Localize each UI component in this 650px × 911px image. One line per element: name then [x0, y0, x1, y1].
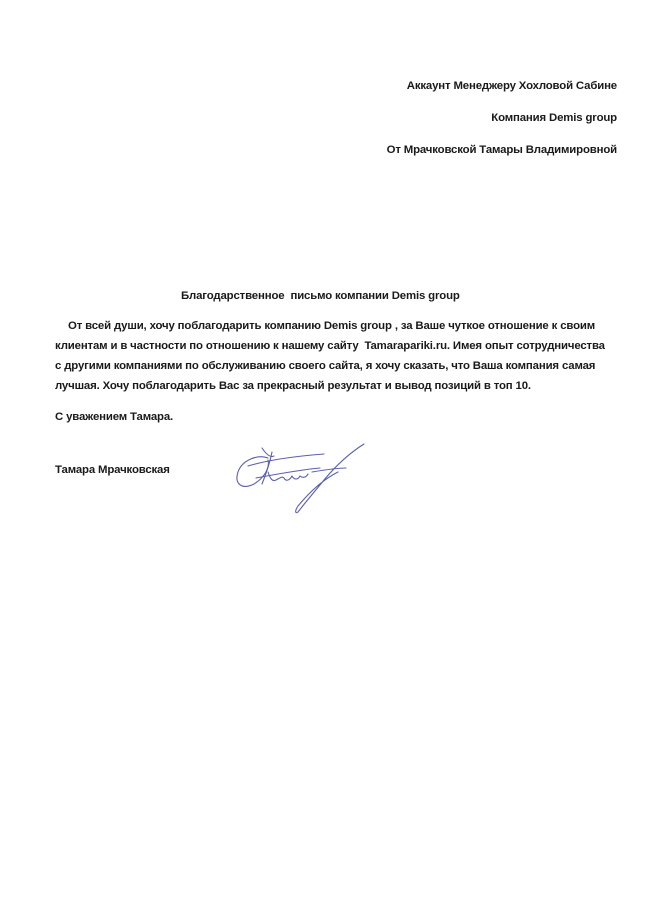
- addressee-line-recipient: Аккаунт Менеджеру Хохловой Сабине: [406, 80, 617, 92]
- body-line: От всей души, хочу поблагодарить компанию Demis group , за Ваше чуткое отношение к своим: [68, 320, 596, 332]
- signature-icon: [228, 438, 368, 518]
- addressee-line-company: Компания Demis group: [491, 112, 617, 124]
- body-line: с другими компаниями по обслуживанию своего сайта, я хочу сказать, что Ваша компания самая: [55, 360, 596, 372]
- body-line: лучшая. Хочу поблагодарить Вас за прекрасный результат и вывод позиций в топ 10.: [55, 380, 531, 392]
- body-line: клиентам и в частности по отношению к нашему сайту Tamarapariki.ru. Имея опыт сотрудничества: [55, 340, 605, 352]
- addressee-line-sender: От Мрачковской Тамары Владимировной: [386, 144, 617, 156]
- closing-salutation: С уважением Тамара.: [55, 411, 174, 423]
- letter-body: [55, 316, 605, 396]
- signer-name: Тамара Мрачковская: [55, 464, 170, 476]
- letter-title: Благодарственное письмо компании Demis group: [181, 290, 460, 302]
